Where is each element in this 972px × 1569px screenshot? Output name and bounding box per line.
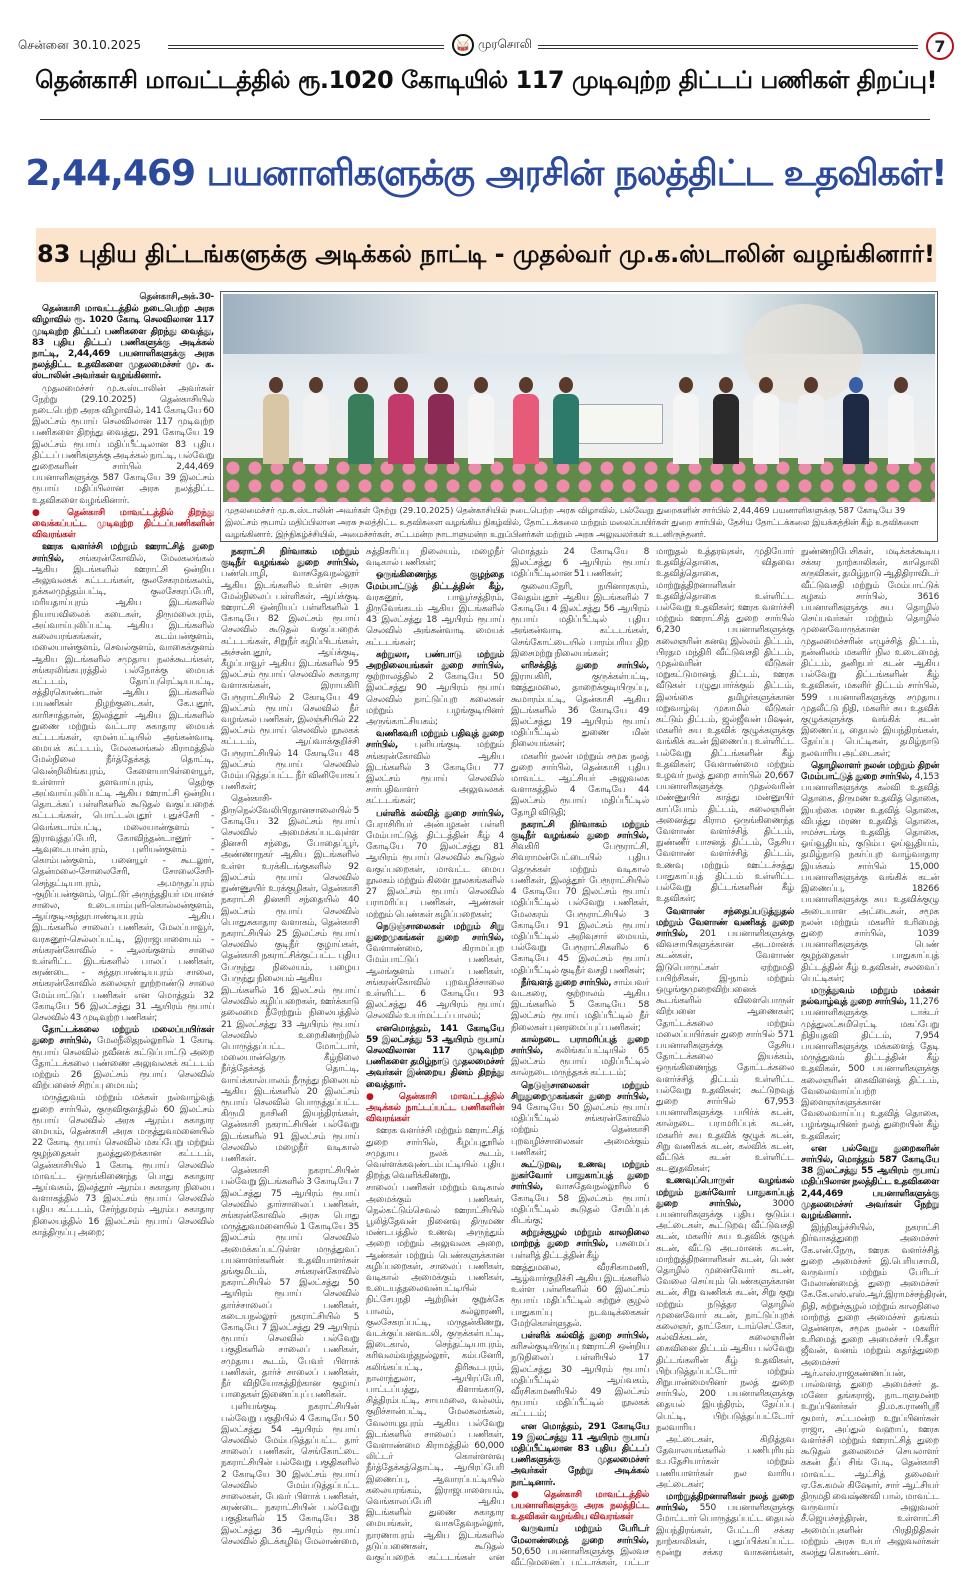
paragraph: மருத்துவம் மற்றும் மக்கள் நல்வாழ்வுத் துறை சார்பில், 11,276 பயனாளிகளுக்கு டாக்டர் முத்துலட்சுமிரெட்டி மகப்பேறு நிதியுதவி திட்டம், 7,954 பயனாளிகளுக்கு மக்களைத் தேடி மருத்துவம் திட்டத்தின் கீழ் உதவிகள், 500 பயனாளிகளுக்கு கலைஞரின் கைவினைத் திட்டம், வேலைவாய்ப்பற்ற இளைஞர்களுக்கான வேலைவாய்ப்பு உதவித் தொகை, பழங்குடியினர் நலத் துறையின் கீழ் உதவிகள்;: [801, 985, 939, 1142]
main-headline: 2,44,469 பயனாளிகளுக்கு அரசின் நலத்திட்ட உதவிகள்!: [25, 153, 947, 194]
person-figure: [388, 377, 414, 464]
masthead: [18, 34, 954, 60]
event-photo: [223, 294, 935, 502]
paragraph: சுற்றுச்சூழல் மற்றும் காலநிலை மாற்றத் துறை சார்பில், பசுமைப் பள்ளித் திட்டத்தின் கீழ்: [511, 1228, 650, 1261]
paragraph: தென்காசி நகராட்சியின் பல்வேறு இடங்களில் 3 கோடியே 7 இலட்சத்து 75 ஆயிரம் ரூபாய் செலவில் தார்சாலைப் பணிகள், சங்கரன்கோவில் அரசு பொது மருத்துவமனையில் 1 கோடியே 35 இலட்சம் ரூபாய் செலவில் அமைக்கப்பட்டுள்ள மருத்துவப் பயனாளர்களின் உதவியாளர்கள் தங்குமிடம், சங்கரன்கோவில் நகராட்சியில் 57 இலட்சத்து 50 ஆயிரம் ரூபாய் செலவில் தார்ச்சாலைப் பணிகள், கடையநல்லூர் நகராட்சியில் 5 கோடியே 7 இலட்சத்து 29 ஆயிரம் ரூபாய் செலவில் பல்வேறு பகுதிகளில் சாலைப் பணிகள், சமுதாய கூடம், பேவர் பிளாக் பணிகள், தார்ச் சாலைப் பணிகள், நீர் விநியோகத்திற்கான குழாய் பாதைகள் இணைப்புப் பணிகள்.: [221, 1166, 359, 1401]
paragraph: பள்ளிக் கல்வித் துறை சார்பில், கரிசல்குடியிருப்பு ஊராட்சி ஒன்றிய நடுநிலைப் பள்ளியில் 17 இலட்சத்து 30 ஆயிரம் ரூபாய் மதிப்பீட்டில் ஆய்வகம், வீரசிகாமணியில் 49 இலட்சம் ரூபாய் மதிப்பீட்டில் நூலகக் கட்டடம்;: [511, 1331, 649, 1420]
paragraph: மகளிர் நலன் மற்றும் சமூக நலத் துறை சார்பில், தென்காசி புதிய மாவட்ட ஆட்சியர் அலுவலக வளாகத்தில் 4 கோடியே 44 இலட்சம் ரூபாய் மதிப்பீட்டில் தோழி விடுதி;: [511, 751, 649, 818]
section-subhead: ● தென்காசி மாவட்டத்தில் திறந்து வைக்கப்பட்ட முடிவுற்ற திட்டப்பணிகளின் விவரங்கள்: [32, 508, 214, 542]
paragraph: நகராட்சி நிர்வாகம் மற்றும் குடிநீர் வழங்கல் துறை சார்பில், சிவகிரி பேரூராட்சி, சிவராமன்பேட்டையில் புதிய தெருக்கள் மற்றும் வடிகால் பணிகள், இலத்தூர் பேரூராட்சியில் 4 கோடியே 70 இலட்சம் ரூபாய் மதிப்பீட்டில் பல்வேறு பணிகள், மேலகரம் பேரூராட்சியில் 3 கோடியே 91 இலட்சம் ரூபாய் மதிப்பீட்டில் அறிவுசார் மையம், பல்வேறு பேரூராட்சிகளில் 6 கோடியே 45 இலட்சம் ரூபாய் மதிப்பீட்டில் குடிநீர் வசதி பணிகள்;: [511, 819, 649, 976]
paragraph: இடங்களில் 16 இலட்சம் ரூபாய் செலவில் கழிப்பறைகள், ஊர்க்காடு தலைமை நீரேற்றும் நிலையத்தில் 21 இலட்சத்து 33 ஆயிரம் ரூபாய் செலவில் உறைகிணற்றில் பொருத்தப்பட்ட மோட்டார், மலையான்தெரு கீழ்நிலை நீர்த்தேக்கத் தொட்டி, வாய்க்கால்பாலம் நீருந்து நிலையம் ஆகிய இடங்களில் 20 இலட்சம் ரூபாய் செலவில் பொருத்தப்பட்ட கிருமி நாசினி இயந்திரங்கள், தென்காசி நகராட்சியின் பல்வேறு இடங்களில் 91 இலட்சம் ரூபாய் செலவில் மழைநீர் வடிகால் பணிகள்.: [221, 985, 359, 1164]
person-figure: [428, 377, 454, 464]
person-figure: [673, 377, 699, 464]
paragraph: கூட்டுறவு, உணவு மற்றும் நுகர்வோர் பாதுகாப்புத் துறை சார்பில், வாசுதேவநல்லூரில் 6 கோடியே 58 இலட்சம் ரூபாய் மதிப்பீட்டில் கூடுதல் சேமிப்புக் கிடங்கு;: [511, 1159, 650, 1226]
person-figure: [513, 377, 539, 464]
paragraph: நகராட்சி நிர்வாகம் மற்றும் குடிநீர் வழங்கல் துறை சார்பில், பண்பொழி, வாசுதேவநல்லூர் ஆகிய இடங்களில் உள்ள அரசு மேல்நிலைப் பள்ளிகள், ஆய்க்குடி ஊராட்சி ஒன்றியப் பள்ளிகளில் 1 கோடியே 82 இலட்சம் ரூபாய் செலவில் கூடுதல் வகுப்பறைக் கட்டடங்கள், சிறுநீர் கழிப்பிடங்கள், அச்சன்புதூர், ஆய்க்குடி, கீழப்பாவூர் ஆகிய இடங்களில் 95 இலட்சம் ரூபாய் செலவில் சுகாதார வளாகங்கள், இராயகிரி பேரூராட்சியில் 2 கோடியே 49 இலட்சம் ரூபாய் செலவில் நீர் வழங்கல் பணிகள், இலஞ்சியில் 22 இலட்சம் ரூபாய் செலவில் நூலகக் கட்டடம், ஆய்வாக்குறிச்சி பேரூராட்சியில் 14 கோடியே 48 இலட்சம் ரூபாய் செலவில் மேம்படுத்தப்பட்ட நீர் வினியோகப் பணிகள்;: [221, 547, 359, 793]
paragraph: குலையநேரி, நயினாரகரம், வேதம்புதூர் ஆகிய இடங்களில் 7 கோடியே 4 இலட்சத்து 56 ஆயிரம் ரூபாய் மதிப்பீட்டில் புதிய அங்கன்வாடி கட்டடங்கள், செங்கோட்டையில் பாரம்பரிய திற இசைமற்று நிலையங்கள்;: [511, 581, 649, 659]
paragraph: நெடுஞ்சாலைகள் மற்றும் சிறு துறைமுகங்கள் துறை சார்பில், வேளாண்மை, கிராமப்புற மேம்பாட்டுப் பணிகள், ஆலங்குளம் பாலப் பணிகள், சங்கரன்கோவில் புறவழிச்சாலை உள்ளிட்ட 6 கோடியே 93 இலட்சத்து 46 ஆயிரம் ரூபாய் செலவில் உயர்மட்டப் பாலம்;: [366, 921, 504, 1022]
sub-headline-banner: [36, 228, 936, 282]
paragraph: தொழிலாளர் நலன் மற்றும் திறன் மேம்பாட்டுத் துறை சார்பில், 4,153 பயனாளிகளுக்கு கல்வி உதவித் தொகை, திருமண உதவித் தொகை, இயற்கை மரண உதவித் தொகை, விபத்து மரண உதவித் தொகை, ஈமச்சடங்கு உதவித் தொகை, ஓய்வூதியம், குடும்ப ஓய்வூதியம், தமிழ்நாடு நகர்ப்புற வாழ்வாதார இயக்கம் சார்பில் 15,000 பயனாளிகளுக்கு வங்கிக் கடன் இணைப்பு, 18266 பயனாளிகளுக்கு சுய உதவிக்குழு அடையாள அட்டைகள், சமூக நலன் மற்றும் மகளிர் உரிமைத் துறை சார்பில், 1039 பயனாளிகளுக்கு பெண் குழந்தைகள் பாதுகாப்புத் திட்டத்தின் கீழ் உதவிகள், சலவைப் பெட்டிகள்;: [801, 760, 939, 984]
masthead-rule: [168, 45, 444, 49]
section-subhead: ● தென்காசி மாவட்டத்தில் பயனாளிகளுக்கு அரசு நலத்திட்ட உதவிகள் வழங்கிய விவரங்கள்: [511, 1490, 649, 1524]
person-figure: [713, 377, 739, 464]
section-subhead: ● தென்காசி மாவட்டத்தில் அடிக்கல் நாட்டப்பட்ட பணிகளின் விவரங்கள்: [366, 1092, 504, 1126]
masthead-rule: [538, 45, 918, 49]
paragraph: மாற்றுத்திறனாளிகள் நலத் துறை சார்பில், 550 பயனாளிகளுக்கு மோட்டார் பொருத்தப்பட்ட தையல் இயந்திரங்கள், பேட்டரி சக்கர நாற்காலிகள், புதுப்பிக்கப்பட்ட மூன்று சக்கர வாகனங்கள், நுண்ணறிபேசிகள், மடிக்கக்கூடிய சக்கர நாற்காலிகள், காதொலி கருவிகள், தமிழ்நாடு ஆதிதிராவிடர் வீட்டுவசதி மற்றும் மேம்பாட்டுக் கழகம் சார்பில், 3616 பயனாளிகளுக்கு சுய தொழில் செய்பவர்கள் மற்றும் தொழில் முனைவோருக்கான முதலமைச்சரின் எழுச்சித் திட்டம், நன்னிலம் மகளிர் நில உடைமைத் திட்டம், தனிநபர் கடன் ஆகிய பல்வேறு திட்டங்களின் கீழ் உதவிகள், மகளிர் திட்டம் சார்பில், 599 பயனாளிகளுக்கு சமுதாய முதலீட்டு நிதி, மகளிர் சுய உதவிக் குழுக்களுக்கு வங்கிக் கடன் இணைப்பு, தையல் இயந்திரங்கள், தேய்ப்பு பெட்டிகள், தமிழ்நாடு நலவாரிய அட்டைகள்;: [656, 547, 939, 1559]
paragraph: என பல்வேறு துறைகளின் சார்பில், மொத்தம் 587 கோடியே 38 இலட்சத்து 55 ஆயிரம் ரூபாய் மதிப்பிலான நலத்திட்ட உதவிகளை 2,44,469 பயனாளிகளுக்கு முதலமைச்சர் அவர்கள் நேற்று வழங்கினார்.: [801, 1143, 939, 1221]
person-figure: [303, 377, 329, 464]
paragraph: சுற்றுலா, பண்பாடு மற்றும் அறநிலையங்கள் துறை சார்பில், குற்றாலத்தில் 2 கோடியே 50 இலட்சத்து 90 ஆயிரம் ரூபாய் செலவில் நாட்டுப்புற கலைகள் மற்றும் பழங்குடியினர் அருங்காட்சியகம்;: [366, 649, 504, 728]
article-columns-flow: [221, 547, 947, 1569]
article-column-1: [32, 292, 214, 1240]
paragraph: நீர்வளத் துறை சார்பில், சாம்பவர் வடகரை, குற்றாலம் ஆகிய இடங்களில் 5 கோடியே 58 இலட்சம் ரூபாய் மதிப்பீட்டில் நீர் நிலைகள் புனரமைப்புப் பணிகள்;: [511, 977, 649, 1033]
paragraph: எனமொத்தம், 141 கோடியே 59 இலட்சத்து 53 ஆயிரம் ரூபாய் செலவிலான 117 முடிவுற்ற பணிகளை தமிழ்நாடு முதலமைச்சர் அவர்கள் இன்றைய தினம் திறந்து வைத்தார்.: [366, 1023, 504, 1090]
paragraph: சாலைப் பணிகள் மற்றும் வடிகால் அமைக்கும் பணிகள், நெல்கட்டும்செவல் ஊராட்சியில் பூலித்தேவன் நினைவு திருமண மண்டபத்தில் உணவு அருந்தும் அறை மற்றும் அலுவலக அறை, ஆண்கள் மற்றும் பெண்களுக்கான கழிப்பறைகள், சாலைப் பணிகள், வடிகால் அமைக்கும் பணிகள், உடையத்தலைவன்பட்டியில் நிட்சேபநதி ஆற்றின் குறுக்கே பாலம், கல்லூரணி, குலசேகரப்பட்டி, மருதன்கிணறு, வடக்குப்பனவடலி, குருக்கள்பட்டி, இடைகால், செந்தட்டியாபுரம், கரிவலம்வந்தநல்லூர், கம்பனேரி, கலிங்கப்பட்டி, திரிகூடபுரம், நாலாந்துலா, ஆயிரப்பேரி, பாட்டப்பத்து, கிளாங்காடு, சித்திரம்பட்டி, சாயமலை, வல்லம், குறிச்சான்பட்டி, மேலகலங்கல், வேலாயுதபுரம் ஆகிய பல்வேறு இடங்களில் சாலைப் பணிகள், வேளாண்மை கிராமத்தில் 60,000 லிட்டர் கொள்ளளவு நீர்த்தேக்கத்தொட்டி, ஆயிரப்பேரி இணைப்பு, ஆவாரப்பட்டியில் கலையரங்கம், இராஜபாளையம், வெங்காலப்பேரி ஆகிய இடங்களில் துணை சுகாதார மையங்கள், வாசுதேவநல்லூர், நாரணாபுரம் ஆகிய இடங்களில் தடுப்பணைகள், கூடுதல் வகுப்பறைக் கட்டடங்கள் என மொத்தம் 24 கோடியே 8 இலட்சத்து 6 ஆயிரம் ரூபாய் மதிப்பீட்டிலான 51 பணிகள்;: [366, 547, 649, 1564]
newspaper-logo: [448, 34, 536, 56]
paragraph: இந்நிகழ்ச்சியில், நகராட்சி நிர்வாகத்துறை அமைச்சர் கே.என்.நேரு, ஊரக வளர்ச்சித் துறை அமைச்சர் இ.பெரியசாமி, வருவாய் மற்றும் பேரிடர் மேலாண்மைத் துறை அமைச்சர் கே.கே.எஸ்.எஸ்.ஆர்.இராமச்சந்திரன், நிதி, சுற்றுச்சூழல் மற்றும் காலநிலை மாற்றத் துறை அமைச்சர் தங்கம் தென்னரசு, சமூக நலன் - மகளிர் உரிமைத் துறை அமைச்சர் பி.கீதா ஜீவன், வனம் மற்றும் கதர்த்துறை அமைச்சர் ஆர்.எஸ்.ராஜகண்ணப்பன், பால்வளத் துறை அமைச்சர் த. மனோ தங்கராஜ், நாடாளுமன்ற உறுப்பினர்கள் தி.ம.க.ராணிஸ்ரீ குமார், சட்டமன்ற உறுப்பினர்கள் ராஜா, அப்துல் வஹாப், ஊரக வளர்ச்சி மற்றும் ஊராட்சித் துறை கூடுதல் தலைமைச் செயலாளர் ககன் தீப் சிங் பேடி, தென்காசி மாவட்ட ஆட்சித் தலைவர் ஏ.கே.கமல் கிஷோர், சார் ஆட்சியர் திருமதி வைஷ்ணவி பால், மாவட்ட வருவாய் அலுவலர் சீ.ஜெயச்சந்திரன், உள்ளாட்சி அமைப்புகளின் பிரதிநிதிகள் மற்றும் அரசு உயர் அலுவலர்கள் கலந்து கொண்டனர்.: [801, 1223, 947, 1559]
paragraph: வணிகவரி மற்றும் பதிவுத் துறை சார்பில், புளியங்குடி மற்றும் சங்கரன்கோவில் ஆகிய இடங்களில் 3 கோடியே 77 இலட்சம் ரூபாய் செலவில் சார்பதிவாளர் அலுவலகக் கட்டடங்கள்;: [366, 729, 504, 807]
dateline: தென்காசி,அக்.30-: [139, 292, 214, 302]
person-figure: [798, 377, 824, 464]
article-lead: தென்காசி மாவட்டத்தில் நடைபெற்ற அரசு விழாவில் ரூ. 1020 கோடி செலவிலான 117 முடிவுற்ற திட்டப் பணிகளை திறந்து வைத்து, 83 புதிய திட்டப் பணிகளுக்கு அடிக்கல் நாட்டி, 2,44,469 பயனாளிகளுக்கு அரசு நலத்திட்ட உதவிகளை முதலமைச்சர் மு. க. ஸ்டாலின் அவர்கள் வழங்கினார்.: [32, 304, 214, 382]
paragraph: என மொத்தம், 291 கோடியே 19 இலட்சத்து 11 ஆயிரம் ரூபாய் மதிப்பீட்டிலான 83 புதிய திட்டப் பணிகளுக்கு முதலமைச்சர் அவர்கள் நேற்று அடிக்கல் நாட்டினார்.: [511, 1421, 649, 1488]
paragraph: முதலமைச்சர் மு.க.ஸ்டாலின் அவர்கள் நேற்று (29.10.2025) தென்காசியில் நடைபெற்ற அரசு விழாவில், 141 கோடியே 60 இலட்சம் ரூபாய் செலவிலான 117 முடிவுற்ற பணிகளை திறந்து வைத்து, 291 கோடியே 19 இலட்சம் ரூபாய் மதிப்பீட்டிலான 83 புதிய திட்டப் பணிகளுக்கு அடிக்கல் நாட்டி, பல்வேறு துறைகளின் சார்பில் 2,44,469 பயனாளிகளுக்கு 587 கோடியே 39 இலட்சம் ரூபாய் மதிப்பிலான அரசு நலத்திட்ட உதவிகளை வழங்கினார்.: [32, 383, 214, 506]
page-number: 7: [926, 32, 954, 60]
paragraph: ஊரக வளர்ச்சி மற்றும் ஊராட்சித் துறை சார்பில், சங்கரன்கோவில், மேலகலங்கல் ஆகிய இடங்களில் ஊராட்சி ஒன்றிய அலுவலகக் கட்டடங்கள், குலசேகரமங்கலம், நக்கலமுத்தம்பட்டி, குலசேகரப்பேரி, மரியதாய்புரம் ஆகிய இடங்களில் நியாயவிலைக் கடைகள், திருமலைபுரம், அய்வாய்புலிப்பட்டி ஆகிய இடங்களில் கலையரங்கங்கள், கடம்பன்குளம், மலையான்குளம், செவல்குளம், வாகைக்குளம் ஆகிய இடங்களில் சமுதாய நலக்கூடங்கள், சங்கரலிங்கபுரத்தில் பல்நோக்கு மையக் கட்டடம், தோப்புரெட்டியபட்டி, சத்திரகொண்டான் ஆகிய இடங்களில் பயணிகள் நிழற்குடைகள், கே.புதூர், காரிசாத்தான், இலத்தூர் ஆகிய இடங்களில் துணை மற்றும் வட்டார சுகாதார மையக் கட்டடங்கள், ஏமன்பட்டியில் அங்கன்வாடி மையக் கட்டடம், மேலகலங்கல் கிராமத்தில் மேல்நிலை நீர்த்தேக்கத் தொட்டி, வென்றிலிங்கபுரம், கேளையாபிள்ளையூர், உள்ளார் தளவாய்புரம், தெற்கு அய்வாய்புலிப்பட்டி ஆகிய ஊராட்சி ஒன்றிய தொடக்கப் பள்ளிகளில் கூடுதல் வகுப்பறைக் கட்டடங்கள், பொட்டல்புதூர் புதுச்சேரி - வெங்கடாம்பட்டி, மலையான்குளம் - இராவுத்தப்பேரி, கோவிந்தன்டானூர் - ஆவுடையான்புரம், புளியன்குளம் - கொம்பன்குளம், பனையூர் - கூடலூர், தென்மலை-சோலைசேரி, சோலைசேரி-செந்தட்டியாபுரம், அ.மருதப்புரம் -குறிப்பன்குளம், நெட்டூர் அருந்ததியர் மயானச் சாலை, உடையாம்புளி-கொல்லன்குளம், ஆய்குடி-சுந்தரபாண்டியபுரம் ஆகிய இடங்களில் சாலைப் பணிகள், மேலப்பாவூர், வரகனூர்-செல்லப்பட்டி, இராஜபாளையம் - சங்கரன்கோவில் - ஆலங்குளம் சாலை உள்ளிட்ட இடங்களில் பாலப் பணிகள், சுரண்டை - சுந்தரபாண்டியபுரம் சாலை, சங்கரன்கோவில் கலைஞர் நூற்றாண்டு சாலை மேம்பாட்டுப் பணிகள் என மொத்தம் 32 கோடியே 56 இலட்சத்து 31 ஆயிரம் ரூபாய் செலவில் 43 முடிவுற்ற பணிகள்;: [32, 542, 214, 1023]
paragraph: தோட்டக்கலை மற்றும் மலைப்பயிர்கள் துறை சார்பில், மேலநீலிதநல்லூரில் 1 கோடி ரூபாய் செலவில் நவீனக் கட்டுப்பாட்டு அறை தோட்டக்கலை பண்ணை அலுவலகக் கட்டடம் மற்றும் 26 இலட்சம் ரூபாய் செலவில் விற்பனைச் சிறப்பு மையம்;: [32, 1025, 214, 1092]
person-figure: [468, 377, 494, 464]
top-headline: தென்காசி மாவட்டத்தில் ரூ.1020 கோடியில் 117 முடிவுற்ற திட்டப் பணிகள் திறப்பு!: [35, 66, 937, 94]
newspaper-name: முரசொலி: [478, 37, 532, 51]
drum-logo-icon: 🥁: [452, 34, 474, 56]
person-figure: [263, 377, 289, 464]
paragraph: நெடுஞ்சாலைகள் மற்றும் சிறுதுறைமுகங்கள் துறை சார்பில், 94 கோடியே 50 இலட்சம் ரூபாய் மதிப்பீட்டில் சங்கரன்கோவில் மற்றும் தென்காசி புறவழிச்சாலைகள் அமைக்கும் பணிகள்;: [511, 1080, 649, 1158]
paragraph: எரிசக்தித் துறை சார்பில், இராயகிரி, குருக்கள்பட்டி, ஊத்துமலை, தாறைக்குடியிருப்பு, கூமாரம்பட்டி, தென்காசி ஆகிய இடங்களில் 36 கோடியே 49 இலட்சத்து 19 ஆயிரம் ரூபாய் மதிப்பீட்டில் துணை மின் நிலையங்கள்;: [511, 661, 649, 750]
sub-headline: 83 புதிய திட்டங்களுக்கு அடிக்கல் நாட்டி - முதல்வர் மு.க.ஸ்டாலின் வழங்கினார்!: [37, 239, 935, 268]
paragraph: வருவாய் மற்றும் பேரிடர் மேலாண்மைத் துறை சார்பில், 50,650 பயனாளிகளுக்கு இலவச வீட்டுமனைப் பட்டாக்கள், பட்டா மாறுதல் உத்தரவுகள், முதியோர் உதவித்தொகை, விதவை உதவித்தொகை, மாற்றுத்திறனாளிகள் உதவித்தொகை உள்ளிட்ட பல்வேறு உதவிகள்; ஊரக வளர்ச்சி மற்றும் ஊராட்சித் துறை சார்பில் 6,230 பயனாளிகளுக்கு கலைஞரின் கனவு இல்லம் திட்டம், பிரதம மந்திரி வீட்டுவசதி திட்டம், முதல்வரின் வீடுகள் மறுகட்டுமானத் திட்டம், ஊரக வீடுகள் பழுதுபார்க்கும் திட்டம், இலங்கை தமிழர்களுக்கான மறுவாழ்வு முகாமில் வீடுகள் கட்டும் திட்டம், ஜல்ஜீவன் மிஷன், மகளிர் சுய உதவிக் குழுக்களுக்கு வங்கிக் கடன் இணைப்பு உள்ளிட்ட பல்வேறு திட்டங்களின் கீழ் உதவிகள்; வேளாண்மை மற்றும் உழவர் நலத் துறை சார்பில் 20,667 பயனாளிகளுக்கு முதல்வரின் மண்ணுயிர் காத்து மன்னுயிர் காப்போம் திட்டம், கலைஞரின் அனைத்து கிராம ஒருங்கிணைந்த வேளாண் வளர்ச்சித் திட்டம், நுண்ணீர் பாசனத் திட்டம், தேசிய வேளாண் வளர்ச்சித் திட்டம், உணவு மற்றும் ஊட்டச்சத்து பாதுகாப்புத் திட்டம் உள்ளிட்ட பல்வேறு திட்டங்களின் கீழ் உதவிகள்;: [511, 547, 794, 1569]
edition-date: சென்னை 30.10.2025: [18, 38, 145, 54]
paragraph: உணவுப்பொருள் வழங்கல் மற்றும் நுகர்வோர் பாதுகாப்புத் துறை சார்பில், 3000 பயனாளிகளுக்கு புதிய குடும்ப அட்டைகள், கூட்டுறவு வீட்டுவசதி கடன், மகளிர் சுய உதவிக் குழுக் கடன், வீட்டு அடமானக் கடன், மாற்றுத்திறனாளிகள் கடன், பெண் தொழில் முனைவோர் கடன், வேலை செய்யும் பெண்களுக்கான கடன், சிறு வணிகக் கடன், சிறு குறு மற்றும் நடுத்தர தொழில் முனைவோர் கடன், நாட்டுப்புறக் கலைஞர், தாட்கோ, டாம்செட்கோ, கல்விக்கடன், கலைஞரின் கைவினை திட்டம் ஆகிய பல்வேறு திட்டங்களின் கீழ் உதவிகள், பிற்படுத்தப்பட்டோர் மற்றும் சிறுபான்மையினர் நலத் துறை சார்பில், 200 பயனாளிகளுக்கு தையல் இயந்திரம், தேய்ப்பு பெட்டி, பிற்படுத்தப்பட்டோர் நலவாரிய: [656, 1176, 795, 1433]
person-figure: [753, 377, 779, 464]
paragraph: ஒருங்கிணைந்த குழந்தை மேம்பாட்டுத் திட்டத்தின் கீழ், வரகனூர், பாவூர்சத்திரம், திருவேங்கடம் ஆகிய இடங்களில் 43 இலட்சத்து 18 ஆயிரம் ரூபாய் செலவில் அங்கன்வாடி மையக் கட்டடங்கள்;: [366, 570, 504, 648]
person-figure: [348, 377, 374, 464]
paragraph: கால்நடை பராமரிப்புத் துறை சார்பில், கலிங்கப்பட்டியில் 65 இலட்சம் ரூபாய் மதிப்பீட்டில் கால்நடை மருந்தகக் கட்டடம்;: [511, 1034, 649, 1079]
paragraph: மருத்துவம் மற்றும் மக்கள் நல்வாழ்வுத் துறை சார்பில், குருவிகுளத்தில் 60 இலட்சம் ரூபாய் செலவில் அரசு ஆரம்ப சுகாதார மையம், தென்காசி அரசு மருத்துவமனையில் 22 கோடி ரூபாய் செலவில் மகப்பேறு மற்றும் குழந்தைகள் நலத்துறைக்கான கட்டடம், தென்காசியில் 1 கோடி ரூபாய் செலவில் மாவட்ட ஒருங்கிணைந்த பொது சுகாதார ஆய்வகம், இலத்தூர் ஆரம்ப சுகாதார நிலைய வளாகத்தில் 73 இலட்சம் ரூபாய் செலவில் புதிய கட்டடம், சேர்ந்தமரம் ஆரம்ப சுகாதார நிலையத்தில் 16 இலட்சம் ரூபாய் செலவில் காத்திருப்பு அறை;: [32, 1093, 214, 1238]
news-photo-box: [220, 291, 938, 542]
paragraph: அட்டைகள், கிறித்தவ தேவாலயங்களில் பணிபுரியும் உபதேசியார்கள் மற்றும் பணியாளர்கள் நல வாரிய அட்டைகள்;: [656, 1435, 794, 1490]
paragraph: ஊத்துமலை, வீரசிகாமணி, ஆழ்வார்குறிச்சி ஆகிய இடங்களில் உள்ள பள்ளிகளில் 60 இலட்சம் ரூபாய் மதிப்பீட்டில் சுற்றுச் சூழல் பாதுகாப்பு நடவடிக்கைகள் மேற்கொள்ளுதல்.: [511, 1262, 649, 1329]
paragraph: தென்காசி-திருநெல்வேலிபிரதானசாலையில் 5 கோடியே 32 இலட்சம் ரூபாய் செலவில் அமைக்கப்படவுள்ள தினசரி சந்தை, போதைப்பூர், அண்ணாநகர் ஆகிய இடங்களில் உள்ள உரக்கிடங்குகளில் 92 இலட்சம் ரூபாய் செலவில் நுண்ணுயிர் உரக்குழிகள், தென்காசி நகராட்சி தினசரி சந்தையில் 40 இலட்சம் ரூபாய் செலவில் பொதுசுகாதார வளாகம், தென்காசி நகராட்சியில் 25 இலட்சம் ரூபாய் செலவில் குடிநீர் குழாய்கள், தென்காசி நகராட்சிக்குட்பட்ட புதிய பேருந்து நிலையம், பழைய பேருந்து நிலையம் ஆகிய: [221, 794, 359, 984]
person-figure: [553, 377, 579, 464]
person-figure: [888, 377, 914, 464]
paragraph: பள்ளிக் கல்வித் துறை சார்பில், பேராசிரியர் அன்பழகன் பள்ளி மேம்பாட்டுத் திட்டத்தின் கீழ் 4 கோடியே 70 இலட்சத்து 81 ஆயிரம் ரூபாய் செலவில் கூடுதல் வகுப்பறைகள், மாவட்ட மைய நூலகம் மற்றும் கிளை நூலகங்களில் 27 இலட்சம் ரூபாய் செலவில் பராமரிப்பு பணிகள், ஆண்கள் மற்றும் பெண்கள் கழிப்பறைகள்;: [366, 808, 504, 920]
paragraph: வேளாண் சந்தைப்படுத்துதல் மற்றும் வேளாண் வணிகத் துறை சார்பில், 201 பயனாளிகளுக்கு விவசாயிகளுக்கான அடமானக் கடன்கள், வேளாண் இடுபொருட்கள் ஏற்றுமதி பயிற்சிகள், இ-நாம் மற்றும் ஒழுங்குமுறைவிற்பனைக் கூடங்களில் விளைபொருள் விற்பனை ஆணைகள்; தோட்டக்கலை மற்றும் மலைப்பயிர்கள் துறை சார்பில் 571 பயனாளிகளுக்கு தேசிய தோட்டக்கலை இயக்கம், ஒருங்கிணைந்த தோட்டக்கலை வளர்ச்சித் திட்டம் உள்ளிட்ட பல்வேறு உதவிகள்; கூட்டுறவுத் துறை சார்பில் 67,953 பயனாளிகளுக்கு பயிர்க் கடன், கால்நடை பராமரிப்புக் கடன், மகளிர் சுய உதவிக் குழுக் கடன், சிறு வணிகக் கடன், கல்விக் கடன், வீட்டுக் கடன் உள்ளிட்ட கடனுதவிகள்;: [656, 906, 794, 1175]
photo-caption: முதலமைச்சர் மு.க.ஸ்டாலின் அவர்கள் நேற்று (29.10.2025) தென்காசியில் நடைபெற்ற அரசு விழாவில், பல்வேறு துறைகளின் சார்பில் 2,44,469 பயனாளிகளுக்கு 587 கோடியே 39 இலட்சம் ரூபாய் மதிப்பிலான அரசு நலத்திட்ட உதவிகளை வழங்கிய நிகழ்வில், தோட்டக்கலை மற்றும் மலைப்பயிர்கள் துறை சார்பில், தேசிய தோட்டக்கலை இயக்கத்தின் கீழ் உதவிகளை வழங்கினார். இந்நிகழ்ச்சியில், அமைச்சர்கள், சட்டமன்ற நாடாளுமன்ற உறுப்பினர்கள் மற்றும் அரசு அலுவலர்கள் உடனிருந்தனர்.: [225, 505, 919, 539]
person-figure: [843, 377, 869, 464]
paragraph: புளியங்குடி நகராட்சியின் பல்வேறு பகுதியில் 4 கோடியே 50 இலட்சத்து 54 ஆயிரம் ரூபாய் செலவில் மேம்படுத்தப்பட்ட தார் சாலைப் பணிகள், செங்கோட்டை நகராட்சியின் பல்வேறு பகுதிகளில் 2 கோடியே 30 இலட்சம் ரூபாய் செலவில் மேம்படுத்தப்பட்ட சாலைகள், பேவர் பிளாக் பணிகள், சுரண்டை நகராட்சியின் பல்வேறு பகுதிகளில் 15 கோடியே 38 இலட்சத்து 36 ஆயிரம் ரூபாய் செலவில் திடக்கழிவு மேலாண்மை, சுத்திகரிப்பு நிலையம், மழைநீர் வடிகால் பணிகள்;: [221, 547, 504, 1547]
headline-divider: [40, 119, 930, 120]
flower-bed: [223, 458, 935, 502]
paragraph: ஊரக வளர்ச்சி மற்றும் ஊராட்சித் துறை சார்பில், கீழப்புதூரில் சமுதாய நலக் கூடம், வெள்ளக்கவுண்டம்பட்டியில் புதிய திறந்த வெளிக்கிணறு,: [366, 1126, 504, 1182]
